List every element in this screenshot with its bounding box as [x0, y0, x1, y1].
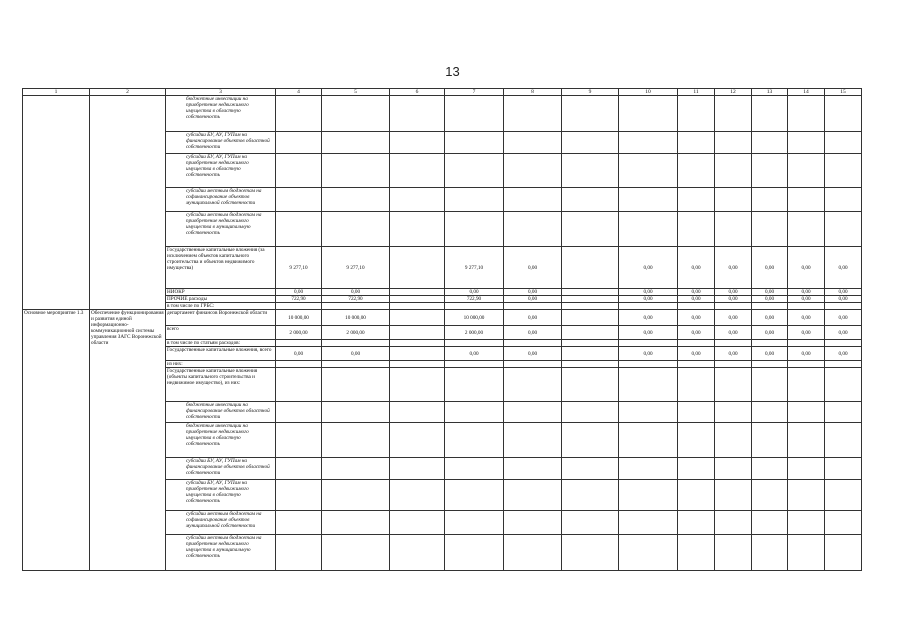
- value-cell: [715, 212, 752, 247]
- value-cell: [390, 296, 445, 303]
- value-cell: [825, 511, 862, 535]
- value-cell: [445, 132, 504, 154]
- value-cell: 0,00: [619, 310, 678, 326]
- value-cell: [788, 423, 825, 458]
- value-cell: [715, 188, 752, 212]
- value-cell: [390, 511, 445, 535]
- value-cell: [504, 535, 562, 571]
- value-cell: [715, 511, 752, 535]
- value-cell: [678, 402, 715, 423]
- value-cell: [562, 303, 619, 310]
- value-cell: [276, 212, 322, 247]
- value-cell: 0,00: [619, 347, 678, 361]
- value-cell: [276, 535, 322, 571]
- value-cell: [715, 303, 752, 310]
- value-cell: 0,00: [678, 310, 715, 326]
- value-cell: 10 000,00: [322, 310, 390, 326]
- value-cell: [276, 303, 322, 310]
- value-cell: [276, 368, 322, 402]
- value-cell: [752, 212, 788, 247]
- value-cell: [445, 340, 504, 347]
- value-cell: [752, 402, 788, 423]
- value-cell: [322, 368, 390, 402]
- value-cell: [619, 132, 678, 154]
- value-cell: 0,00: [678, 326, 715, 340]
- value-cell: [390, 347, 445, 361]
- value-cell: [504, 480, 562, 511]
- value-cell: 2 000,00: [322, 326, 390, 340]
- value-cell: [619, 212, 678, 247]
- row-label: всего: [166, 326, 276, 340]
- value-cell: [752, 188, 788, 212]
- value-cell: [390, 326, 445, 340]
- value-cell: [276, 132, 322, 154]
- value-cell: [445, 402, 504, 423]
- value-cell: [504, 132, 562, 154]
- value-cell: 0,00: [504, 247, 562, 289]
- page-number: 13: [445, 64, 460, 79]
- value-cell: 0,00: [752, 347, 788, 361]
- value-cell: [678, 458, 715, 480]
- value-cell: [715, 361, 752, 368]
- header-row: [23, 89, 862, 96]
- row-label: субсидии местным бюджетам на софинансирование объектов муниципальной собственности: [166, 188, 276, 212]
- value-cell: [445, 423, 504, 458]
- value-cell: [619, 96, 678, 132]
- value-cell: 2 000,00: [276, 326, 322, 340]
- value-cell: 0,00: [322, 289, 390, 296]
- value-cell: [322, 340, 390, 347]
- row-label: из них:: [166, 361, 276, 368]
- value-cell: 0,00: [678, 347, 715, 361]
- column-number-15: 15: [825, 89, 862, 96]
- value-cell: 0,00: [752, 296, 788, 303]
- value-cell: 0,00: [752, 326, 788, 340]
- value-cell: [276, 188, 322, 212]
- value-cell: [322, 303, 390, 310]
- value-cell: 0,00: [678, 247, 715, 289]
- value-cell: [276, 423, 322, 458]
- value-cell: [825, 480, 862, 511]
- value-cell: [504, 96, 562, 132]
- value-cell: [788, 480, 825, 511]
- value-cell: 0,00: [752, 247, 788, 289]
- value-cell: [322, 535, 390, 571]
- value-cell: [504, 154, 562, 188]
- value-cell: [390, 340, 445, 347]
- value-cell: [322, 188, 390, 212]
- value-cell: [788, 361, 825, 368]
- value-cell: 0,00: [788, 247, 825, 289]
- value-cell: [504, 423, 562, 458]
- value-cell: [562, 458, 619, 480]
- value-cell: [390, 458, 445, 480]
- value-cell: [752, 340, 788, 347]
- row-label: бюджетные инвестиции на приобретение недвижимого имущества в областную собственность: [166, 96, 276, 132]
- value-cell: [562, 188, 619, 212]
- value-cell: [825, 154, 862, 188]
- value-cell: [678, 132, 715, 154]
- value-cell: [445, 535, 504, 571]
- value-cell: [562, 289, 619, 296]
- value-cell: [715, 402, 752, 423]
- value-cell: [504, 212, 562, 247]
- value-cell: [752, 511, 788, 535]
- value-cell: 0,00: [788, 296, 825, 303]
- value-cell: 0,00: [788, 310, 825, 326]
- value-cell: [322, 154, 390, 188]
- value-cell: [678, 340, 715, 347]
- value-cell: [445, 96, 504, 132]
- row-label: ПРОЧИЕ расходы: [166, 296, 276, 303]
- value-cell: 0,00: [715, 289, 752, 296]
- value-cell: [322, 511, 390, 535]
- value-cell: [788, 368, 825, 402]
- value-cell: [390, 368, 445, 402]
- value-cell: 0,00: [276, 289, 322, 296]
- row-label: субсидии БУ, АУ, ГУПам на приобретение недвижимого имущества в областную собственность: [166, 154, 276, 188]
- row-label: в том числе по ГРБС:: [166, 303, 276, 310]
- row-label: субсидии местным бюджетам на софинансирование объектов муниципальной собственности: [166, 511, 276, 535]
- value-cell: [825, 402, 862, 423]
- value-cell: [445, 511, 504, 535]
- value-cell: [562, 247, 619, 289]
- column-number-13: 13: [752, 89, 788, 96]
- row-label: бюджетные инвестиции на приобретение недвижимого имущества в областную собственность: [166, 423, 276, 458]
- value-cell: [390, 480, 445, 511]
- value-cell: [504, 361, 562, 368]
- value-cell: [619, 458, 678, 480]
- value-cell: [752, 368, 788, 402]
- value-cell: [788, 402, 825, 423]
- value-cell: [678, 361, 715, 368]
- col1-continued: [23, 96, 90, 310]
- value-cell: 0,00: [619, 296, 678, 303]
- value-cell: [788, 96, 825, 132]
- value-cell: [752, 535, 788, 571]
- value-cell: 0,00: [445, 347, 504, 361]
- value-cell: 10 000,00: [445, 310, 504, 326]
- value-cell: 0,00: [752, 310, 788, 326]
- value-cell: [825, 188, 862, 212]
- value-cell: [562, 535, 619, 571]
- value-cell: [678, 511, 715, 535]
- value-cell: [390, 188, 445, 212]
- value-cell: [562, 310, 619, 326]
- row-label: в том числе по статьям расходов:: [166, 340, 276, 347]
- value-cell: [390, 132, 445, 154]
- value-cell: [445, 458, 504, 480]
- value-cell: [276, 340, 322, 347]
- value-cell: [276, 480, 322, 511]
- value-cell: [619, 535, 678, 571]
- value-cell: 0,00: [445, 289, 504, 296]
- value-cell: [390, 247, 445, 289]
- value-cell: [445, 303, 504, 310]
- value-cell: 0,00: [322, 347, 390, 361]
- value-cell: 0,00: [619, 247, 678, 289]
- value-cell: [322, 480, 390, 511]
- value-cell: 9 277,10: [322, 247, 390, 289]
- value-cell: [788, 154, 825, 188]
- row-label: департамент финансов Воронежской области: [166, 310, 276, 326]
- value-cell: [752, 480, 788, 511]
- value-cell: [322, 361, 390, 368]
- value-cell: [619, 480, 678, 511]
- value-cell: 0,00: [504, 289, 562, 296]
- value-cell: 0,00: [715, 296, 752, 303]
- value-cell: [562, 212, 619, 247]
- column-number-14: 14: [788, 89, 825, 96]
- value-cell: [788, 212, 825, 247]
- value-cell: 0,00: [715, 247, 752, 289]
- value-cell: [562, 361, 619, 368]
- value-cell: 0,00: [715, 326, 752, 340]
- column-number-2: 2: [90, 89, 166, 96]
- value-cell: [678, 303, 715, 310]
- column-number-10: 10: [619, 89, 678, 96]
- value-cell: [752, 303, 788, 310]
- value-cell: [825, 340, 862, 347]
- value-cell: 722,90: [276, 296, 322, 303]
- value-cell: [825, 212, 862, 247]
- value-cell: [562, 132, 619, 154]
- value-cell: [678, 423, 715, 458]
- value-cell: 0,00: [504, 310, 562, 326]
- value-cell: [276, 511, 322, 535]
- value-cell: [788, 340, 825, 347]
- column-number-3: 3: [166, 89, 276, 96]
- value-cell: [752, 361, 788, 368]
- value-cell: [504, 368, 562, 402]
- value-cell: [678, 96, 715, 132]
- value-cell: [390, 303, 445, 310]
- value-cell: 0,00: [825, 247, 862, 289]
- value-cell: [276, 96, 322, 132]
- value-cell: [619, 154, 678, 188]
- measure-type: Основное мероприятие 1.3: [23, 310, 90, 571]
- value-cell: 2 000,00: [445, 326, 504, 340]
- row-label: Государственные капитальные вложения, всего: [166, 347, 276, 361]
- value-cell: 9 277,10: [445, 247, 504, 289]
- value-cell: [504, 188, 562, 212]
- value-cell: [825, 96, 862, 132]
- value-cell: [678, 188, 715, 212]
- value-cell: 0,00: [788, 326, 825, 340]
- budget-table: [22, 88, 862, 571]
- value-cell: [504, 340, 562, 347]
- value-cell: [322, 132, 390, 154]
- value-cell: [788, 132, 825, 154]
- value-cell: [562, 423, 619, 458]
- value-cell: [788, 188, 825, 212]
- value-cell: [276, 361, 322, 368]
- value-cell: 0,00: [825, 296, 862, 303]
- column-number-1: 1: [23, 89, 90, 96]
- value-cell: 9 277,10: [276, 247, 322, 289]
- value-cell: [445, 368, 504, 402]
- value-cell: [445, 212, 504, 247]
- value-cell: [562, 480, 619, 511]
- value-cell: [715, 96, 752, 132]
- value-cell: [619, 303, 678, 310]
- value-cell: [678, 154, 715, 188]
- value-cell: [678, 368, 715, 402]
- row-label: субсидии местным бюджетам на приобретение недвижимого имущества в муниципальную собственность: [166, 212, 276, 247]
- value-cell: [504, 402, 562, 423]
- value-cell: [504, 458, 562, 480]
- value-cell: [715, 480, 752, 511]
- value-cell: [445, 480, 504, 511]
- value-cell: [678, 535, 715, 571]
- value-cell: [619, 361, 678, 368]
- column-number-6: 6: [390, 89, 445, 96]
- column-number-5: 5: [322, 89, 390, 96]
- value-cell: [825, 458, 862, 480]
- value-cell: [322, 423, 390, 458]
- value-cell: [562, 347, 619, 361]
- value-cell: [619, 402, 678, 423]
- value-cell: [715, 458, 752, 480]
- value-cell: 722,90: [445, 296, 504, 303]
- value-cell: [390, 154, 445, 188]
- row-label: бюджетные инвестиции на финансирование объектов областной собственности: [166, 402, 276, 423]
- value-cell: [562, 511, 619, 535]
- value-cell: [504, 511, 562, 535]
- value-cell: 0,00: [825, 326, 862, 340]
- value-cell: [752, 96, 788, 132]
- value-cell: [562, 402, 619, 423]
- value-cell: [619, 368, 678, 402]
- value-cell: [390, 361, 445, 368]
- value-cell: [390, 212, 445, 247]
- value-cell: [445, 154, 504, 188]
- column-number-7: 7: [445, 89, 504, 96]
- value-cell: [562, 96, 619, 132]
- value-cell: 0,00: [825, 289, 862, 296]
- value-cell: [445, 188, 504, 212]
- value-cell: 0,00: [619, 289, 678, 296]
- measure-name: Обеспечение функционирования и развития единой информационно-коммуникационной системы управления ЗАГС Воронежской области: [90, 310, 166, 571]
- value-cell: [678, 480, 715, 511]
- value-cell: [619, 188, 678, 212]
- value-cell: 0,00: [678, 289, 715, 296]
- value-cell: [504, 303, 562, 310]
- value-cell: [825, 368, 862, 402]
- row-label: Государственные капитальные вложения (объекты капитального строительства и недвижимое имущество), из них:: [166, 368, 276, 402]
- value-cell: [752, 154, 788, 188]
- value-cell: 0,00: [619, 326, 678, 340]
- value-cell: [322, 96, 390, 132]
- value-cell: 0,00: [788, 289, 825, 296]
- column-number-9: 9: [562, 89, 619, 96]
- value-cell: [752, 132, 788, 154]
- value-cell: [619, 423, 678, 458]
- value-cell: 0,00: [504, 296, 562, 303]
- value-cell: [322, 458, 390, 480]
- value-cell: [562, 296, 619, 303]
- value-cell: [390, 402, 445, 423]
- value-cell: [562, 340, 619, 347]
- value-cell: [825, 361, 862, 368]
- row-label: Государственные капитальные вложения (за исключением объектов капитального строительства и объектов недвижимого имущества): [166, 247, 276, 289]
- table-row: [23, 310, 862, 326]
- value-cell: [390, 310, 445, 326]
- value-cell: [562, 326, 619, 340]
- value-cell: [276, 458, 322, 480]
- value-cell: [562, 154, 619, 188]
- row-label: субсидии БУ, АУ, ГУПам на финансирование объектов областной собственности: [166, 132, 276, 154]
- value-cell: 0,00: [825, 310, 862, 326]
- value-cell: 0,00: [715, 310, 752, 326]
- value-cell: [825, 132, 862, 154]
- value-cell: [390, 96, 445, 132]
- value-cell: [715, 368, 752, 402]
- value-cell: [445, 361, 504, 368]
- value-cell: 0,00: [752, 289, 788, 296]
- value-cell: 722,90: [322, 296, 390, 303]
- value-cell: [322, 212, 390, 247]
- value-cell: 10 000,00: [276, 310, 322, 326]
- value-cell: [788, 535, 825, 571]
- column-number-12: 12: [715, 89, 752, 96]
- value-cell: [715, 132, 752, 154]
- value-cell: [752, 423, 788, 458]
- column-number-4: 4: [276, 89, 322, 96]
- value-cell: [276, 154, 322, 188]
- col2-continued: [90, 96, 166, 310]
- value-cell: [390, 423, 445, 458]
- value-cell: [276, 402, 322, 423]
- row-label: субсидии БУ, АУ, ГУПам на финансирование объектов областной собственности: [166, 458, 276, 480]
- value-cell: [619, 511, 678, 535]
- value-cell: [322, 402, 390, 423]
- value-cell: [715, 154, 752, 188]
- value-cell: [825, 423, 862, 458]
- value-cell: [788, 458, 825, 480]
- value-cell: [390, 289, 445, 296]
- value-cell: 0,00: [504, 326, 562, 340]
- row-label: НИОКР: [166, 289, 276, 296]
- row-label: субсидии БУ, АУ, ГУПам на приобретение недвижимого имущества в областную собственность: [166, 480, 276, 511]
- value-cell: [788, 511, 825, 535]
- value-cell: 0,00: [715, 347, 752, 361]
- value-cell: [562, 368, 619, 402]
- value-cell: [715, 535, 752, 571]
- column-number-8: 8: [504, 89, 562, 96]
- value-cell: [825, 303, 862, 310]
- value-cell: 0,00: [504, 347, 562, 361]
- column-number-11: 11: [678, 89, 715, 96]
- value-cell: 0,00: [678, 296, 715, 303]
- value-cell: [715, 340, 752, 347]
- table-row: [23, 96, 862, 132]
- value-cell: [788, 303, 825, 310]
- value-cell: [390, 535, 445, 571]
- value-cell: [825, 535, 862, 571]
- value-cell: 0,00: [788, 347, 825, 361]
- value-cell: 0,00: [825, 347, 862, 361]
- value-cell: [752, 458, 788, 480]
- value-cell: [619, 340, 678, 347]
- value-cell: [715, 423, 752, 458]
- value-cell: [678, 212, 715, 247]
- value-cell: 0,00: [276, 347, 322, 361]
- row-label: субсидии местным бюджетам на приобретение недвижимого имущества в муниципальную собственность: [166, 535, 276, 571]
